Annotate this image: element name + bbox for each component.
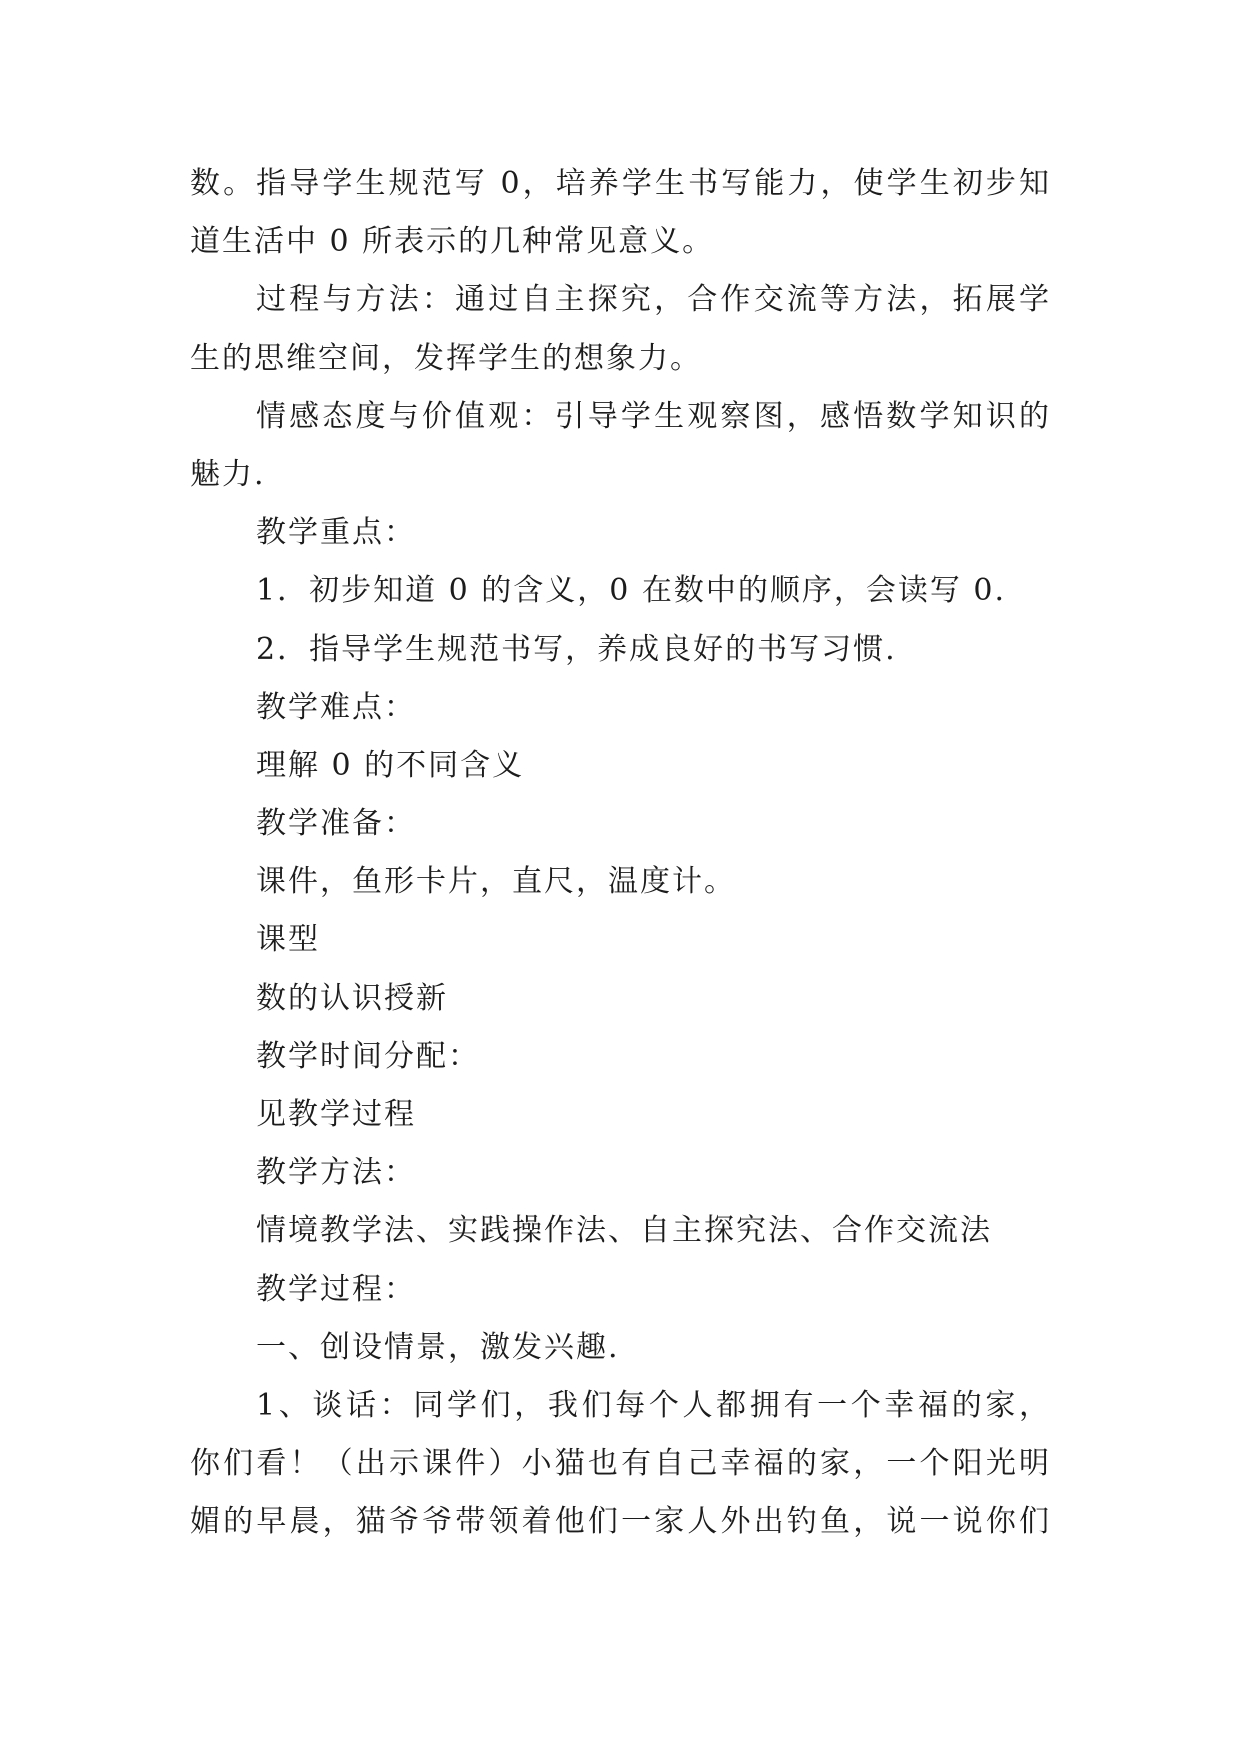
teaching-preparation-heading <box>190 795 1051 853</box>
text-line: 数。指导学生规范写 0，培养学生书写能力，使学生初步知 <box>190 166 1051 201</box>
text-line: 课型 <box>256 922 320 958</box>
teaching-focus-item-1 <box>190 562 1051 620</box>
text-line: 见教学过程 <box>256 1097 416 1132</box>
teaching-process-heading <box>190 1261 1051 1319</box>
text-line: 媚的早晨，猫爷爷带领着他们一家人外出钓鱼，说一说你们 <box>190 1504 1051 1540</box>
text-line: 情境教学法、实践操作法、自主探究法、合作交流法 <box>256 1213 992 1249</box>
text-line: 魅力. <box>190 456 266 492</box>
teaching-difficulty-text <box>190 737 1051 795</box>
time-allocation-heading <box>190 1028 1051 1086</box>
text-line: 教学时间分配： <box>256 1038 480 1074</box>
text-line: 1、谈话：同学们，我们每个人都拥有一个幸福的家， <box>256 1387 1051 1423</box>
text-line: 道生活中 0 所表示的几种常见意义。 <box>190 224 715 260</box>
text-line: 教学过程： <box>256 1271 416 1307</box>
text-line: 教学重点： <box>256 515 416 551</box>
text-line: 课件，鱼形卡片，直尺，温度计。 <box>256 864 736 900</box>
text-line: 过程与方法：通过自主探究，合作交流等方法，拓展学 <box>256 282 1051 318</box>
time-allocation-text <box>190 1086 1051 1144</box>
text-line: 教学方法： <box>256 1155 416 1191</box>
text-line: 你们看！（出示课件）小猫也有自己幸福的家，一个阳光明 <box>190 1446 1051 1482</box>
text-line: 理解 0 的不同含义 <box>256 747 525 783</box>
emotion-values-paragraph <box>190 388 1051 504</box>
process-step-1-heading <box>190 1319 1051 1377</box>
teaching-difficulty-heading <box>190 679 1051 737</box>
text-line: 一、创设情景，激发兴趣. <box>256 1329 620 1365</box>
process-method-paragraph <box>190 271 1051 387</box>
text-line: 数的认识授新 <box>256 980 448 1016</box>
text-line: 教学准备： <box>256 806 416 842</box>
knowledge-objective-paragraph <box>190 155 1051 271</box>
text-line: 1．初步知道 0 的含义，0 在数中的顺序，会读写 0. <box>256 573 1007 609</box>
teaching-focus-item-2 <box>190 621 1051 679</box>
teaching-focus-heading <box>190 504 1051 562</box>
text-line: 教学难点： <box>256 689 416 725</box>
process-step-1-talk-paragraph <box>190 1377 1051 1552</box>
lesson-type-heading <box>190 911 1051 969</box>
lesson-type-text <box>190 970 1051 1028</box>
text-line: 生的思维空间，发挥学生的想象力。 <box>190 340 702 376</box>
teaching-method-text <box>190 1202 1051 1260</box>
text-line: 情感态度与价值观：引导学生观察图，感悟数学知识的 <box>256 398 1051 434</box>
text-line: 2．指导学生规范书写，养成良好的书写习惯. <box>256 631 897 667</box>
document-body <box>190 155 1051 1552</box>
teaching-method-heading <box>190 1144 1051 1202</box>
teaching-preparation-text <box>190 853 1051 911</box>
